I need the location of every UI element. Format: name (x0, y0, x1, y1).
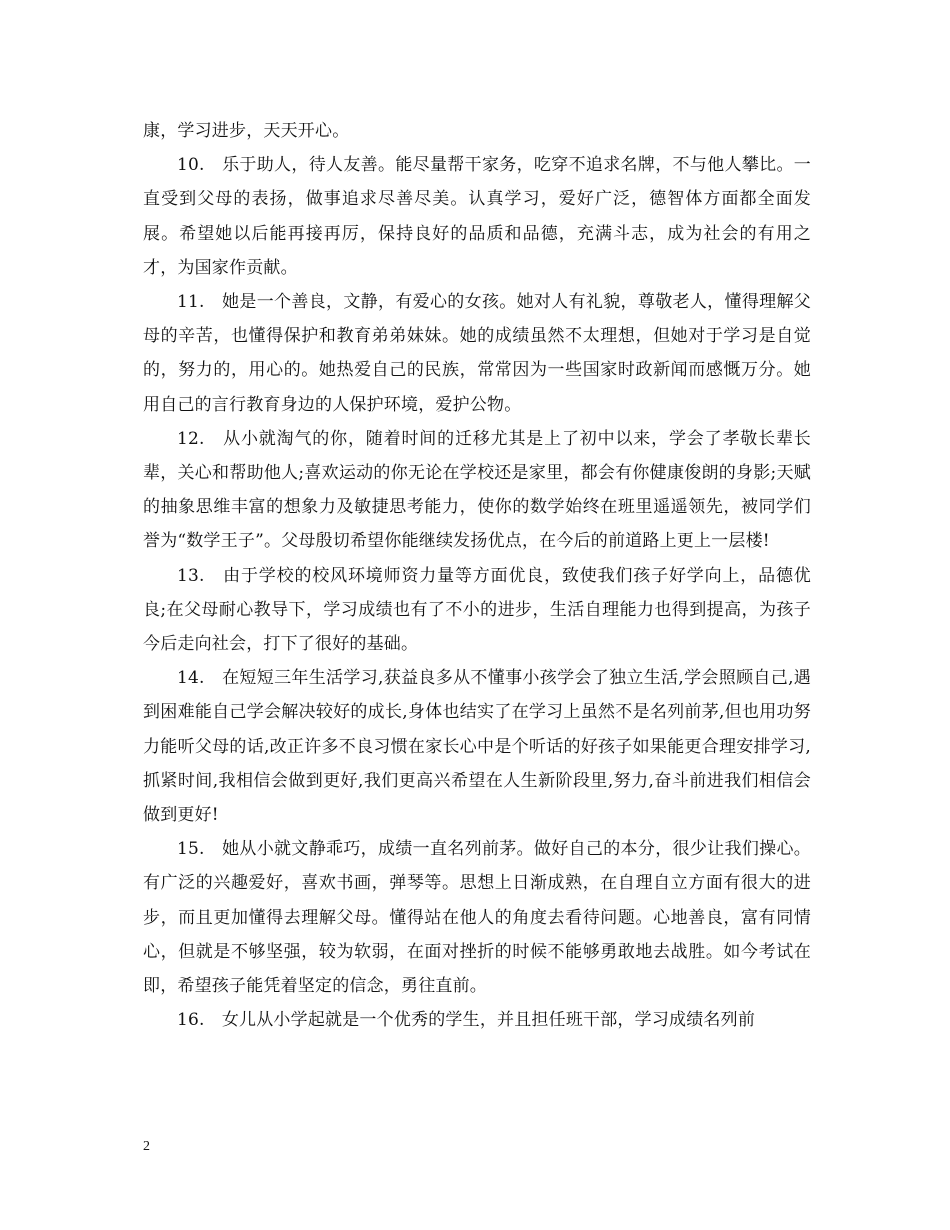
paragraph-continued: 康，学习进步，天天开心。 (143, 121, 350, 141)
paragraph-item-14: 14. 在短短三年生活学习,获益良多从不懂事小孩学会了独立生活,学会照顾自己,遇到困难能自己学会解决较好的成长,身体也结实了在学习上虽然不是名列前茅,但也用功努力能听父母的话,改正许多不良习惯在家长心中是个听话的好孩子如果能更合理安排学习,抓紧时间,我相信会做到更好,我们更高兴希望在人生新阶段里,努力,奋斗前进我们相信会做到更好! (143, 668, 811, 826)
paragraph-item-10: 10. 乐于助人，待人友善。能尽量帮干家务，吃穿不追求名牌，不与他人攀比。一直受到父母的表扬，做事追求尽善尽美。认真学习，爱好广泛，德智体方面都全面发展。希望她以后能再接再厉，保持良好的品质和品德，充满斗志，成为社会的有用之才，为国家作贡献。 (143, 155, 811, 278)
paragraph-item-12: 12. 从小就淘气的你，随着时间的迁移尤其是上了初中以来，学会了孝敬长辈长辈，关心和帮助他人;喜欢运动的你无论在学校还是家里，都会有你健康俊朗的身影;天赋的抽象思维丰富的想象力及敏捷思考能力，使你的数学始终在班里遥遥领先，被同学们誉为“数学王子”。父母殷切希望你能继续发扬优点，在今后的前道路上更上一层楼! (143, 428, 811, 552)
paragraph-item-13: 13. 由于学校的校风环境师资力量等方面优良，致使我们孩子好学向上，品德优良;在父母耐心教导下，学习成绩也有了不小的进步，生活自理能力也得到提高，为孩子今后走向社会，打下了很好的基础。 (143, 565, 811, 655)
paragraph-item-11: 11. 她是一个善良，文静，有爱心的女孩。她对人有礼貌，尊敬老人，懂得理解父母的辛苦，也懂得保护和教育弟弟妹妹。她的成绩虽然不太理想，但她对于学习是自觉的，努力的，用心的。她热爱自己的民族，常常因为一些国家时政新闻而感慨万分。她用自己的言行教育身边的人保护环境，爱护公物。 (143, 292, 811, 415)
paragraph-item-16: 16. 女儿从小学起就是一个优秀的学生，并且担任班干部，学习成绩名列前 (177, 1010, 756, 1031)
paragraph-item-15: 15. 她从小就文静乖巧，成绩一直名列前茅。做好自己的本分，很少让我们操心。有广泛的兴趣爱好，喜欢书画，弹琴等。思想上日渐成熟，在自理自立方面有很大的进步，而且更加懂得去理解父母。懂得站在他人的角度去看待问题。心地善良，富有同情心，但就是不够坚强，较为软弱，在面对挫折的时候不能够勇敢地去战胜。如今考试在即，希望孩子能凭着坚定的信念，勇往直前。 (143, 839, 811, 997)
page-number: 2 (143, 1139, 150, 1154)
document-body (143, 114, 811, 1037)
